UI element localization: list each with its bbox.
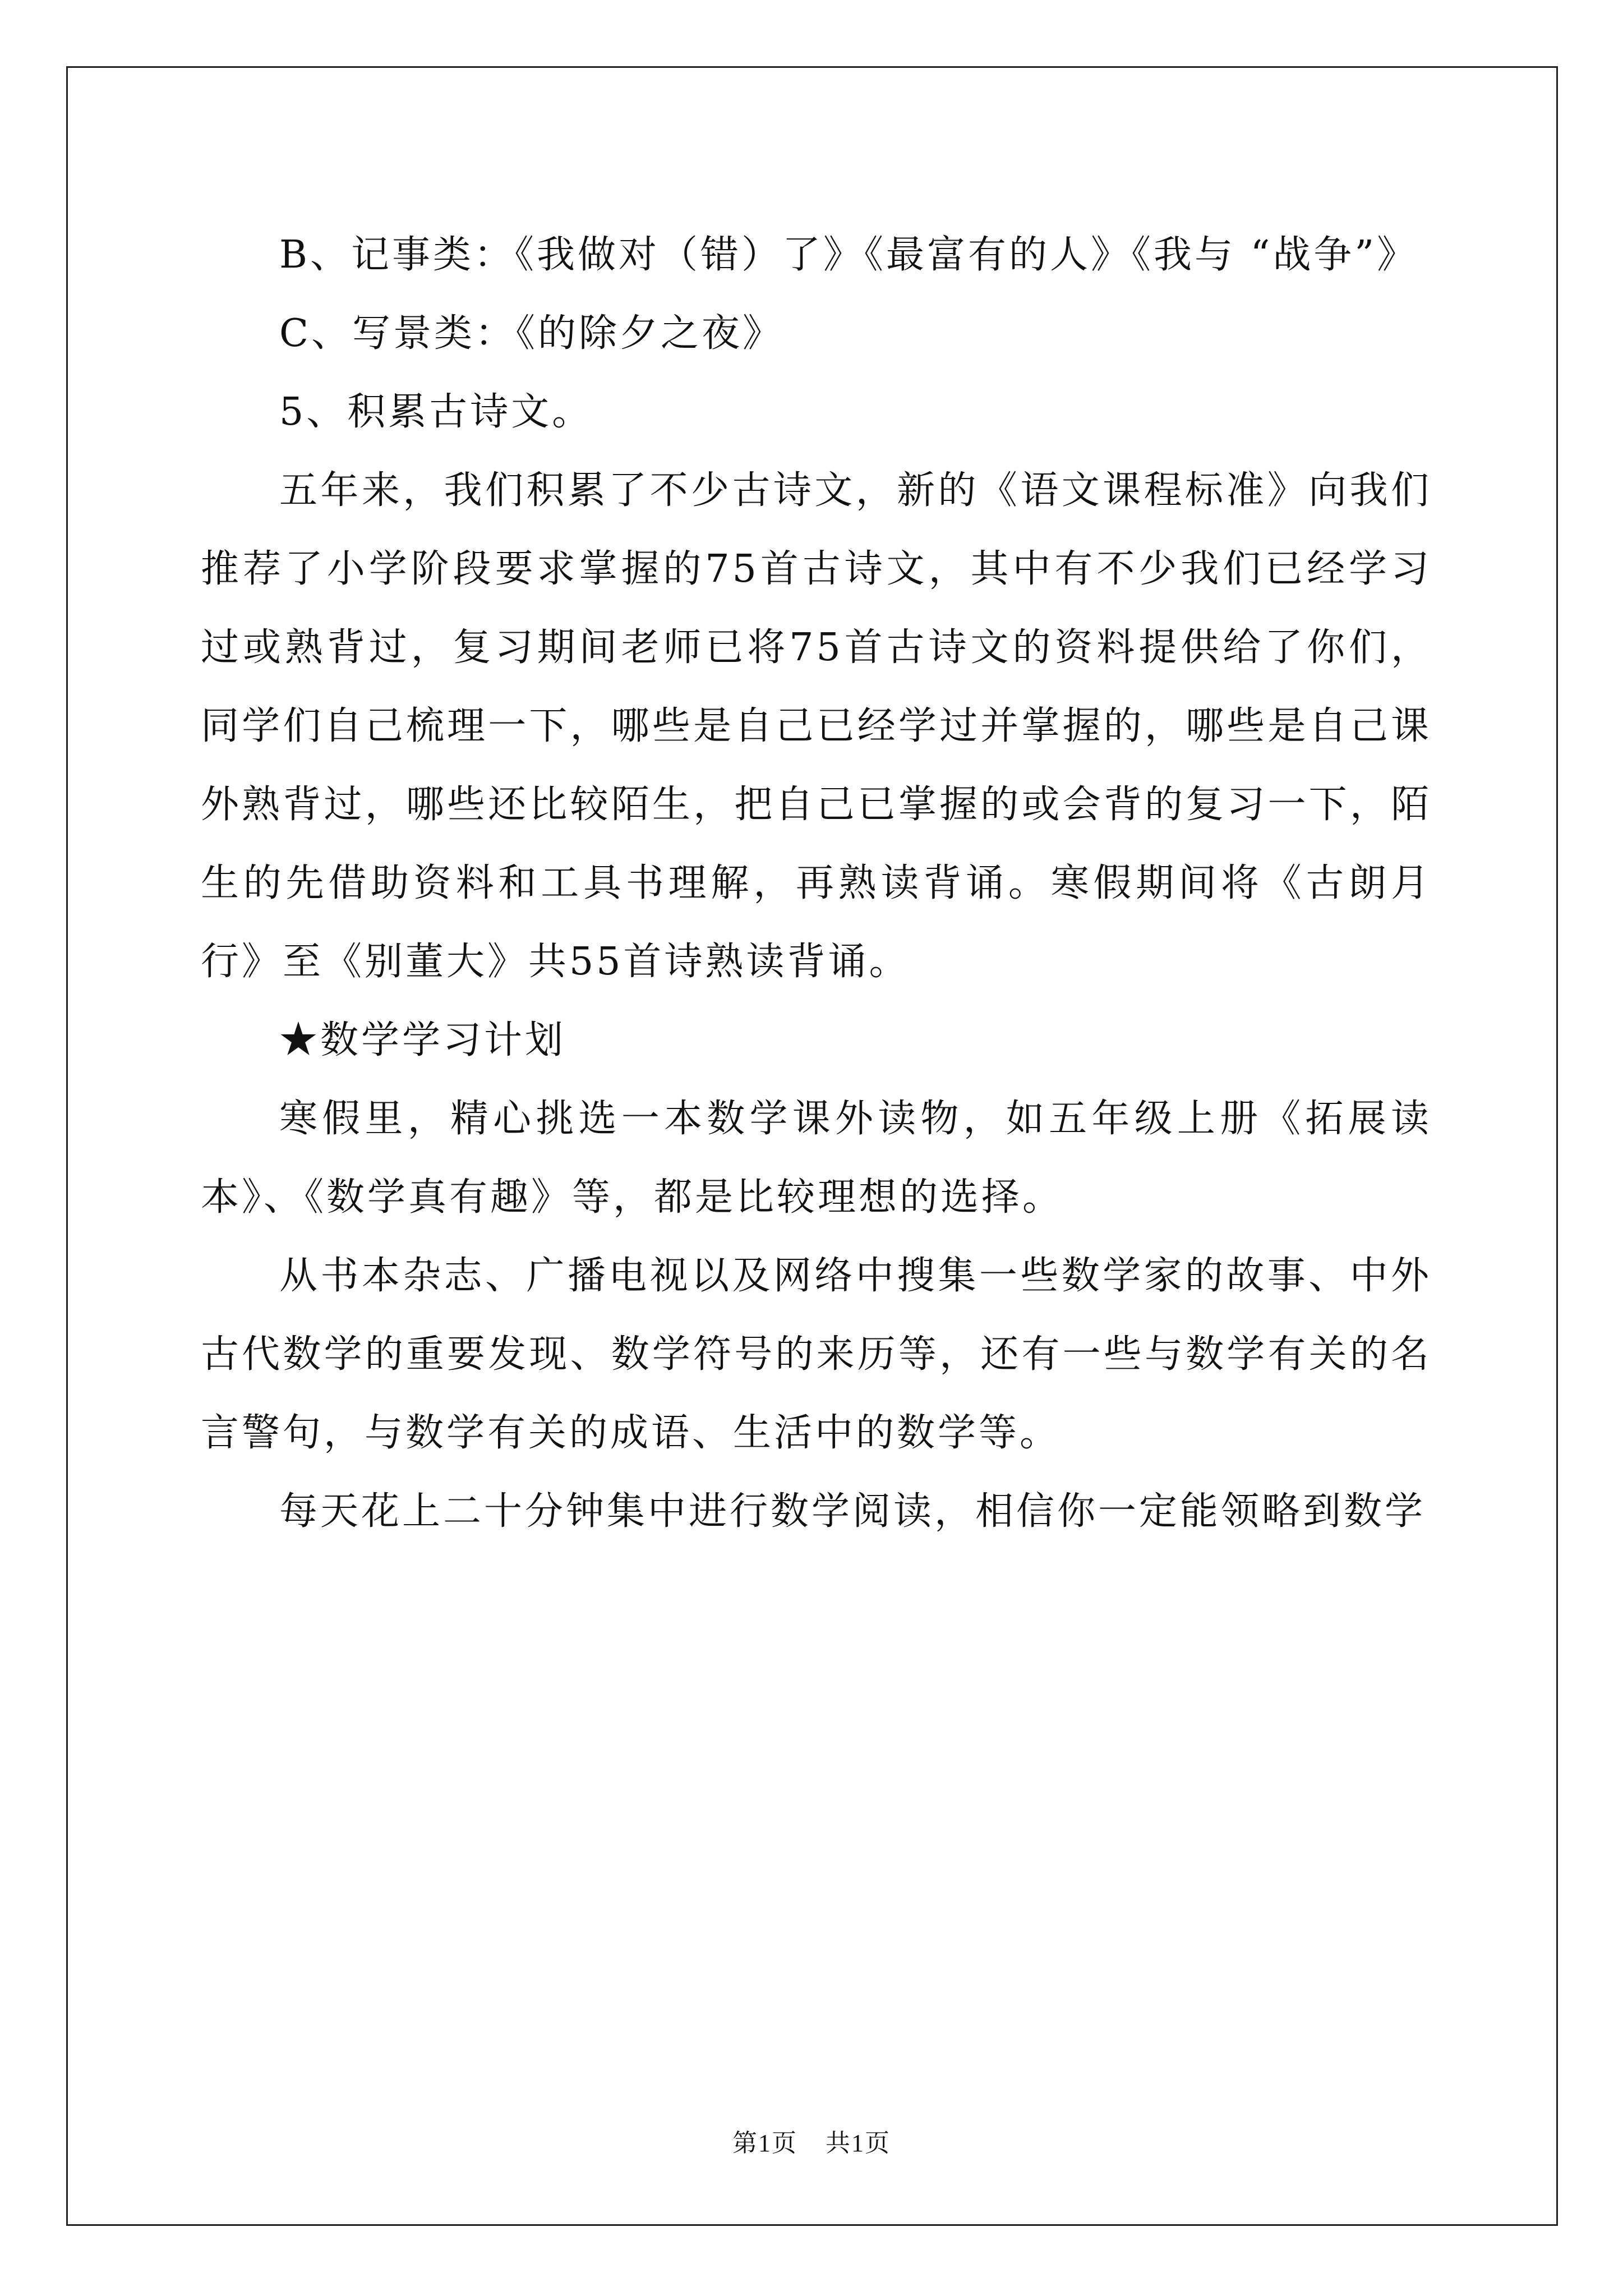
page-footer <box>0 2123 1623 2159</box>
paragraph-record-type: B、记事类：《我做对（错）了》《最富有的人》《我与 “战争”》 <box>279 233 1418 277</box>
paragraph-scenery-type: C、写景类：《的除夕之夜》 <box>279 311 784 356</box>
document-body <box>201 216 1432 1551</box>
paragraph-math-daily: 每天花上二十分钟集中进行数学阅读，相信你一定能领略到数学 <box>279 1489 1426 1534</box>
paragraph-heading-ancient-poems: 5、积累古诗文。 <box>279 390 593 434</box>
page-total: 共1页 <box>826 2129 891 2157</box>
page-number: 第1页 <box>732 2129 797 2157</box>
paragraph-heading-math-plan: ★数学学习计划 <box>279 1018 566 1062</box>
paragraph-math-collect: 从书本杂志、广播电视以及网络中搜集一些数学家的故事、中外古代数学的重要发现、数学符号的来历等，还有一些与数学有关的名言警句，与数学有关的成语、生活中的数学等。 <box>201 1254 1432 1455</box>
paragraph-math-reading: 寒假里，精心挑选一本数学课外读物，如五年级上册《拓展读本》、《数学真有趣》等，都是比较理想的选择。 <box>201 1097 1432 1220</box>
paragraph-ancient-poems: 五年来，我们积累了不少古诗文，新的《语文课程标准》向我们推荐了小学阶段要求掌握的75首古诗文，其中有不少我们已经学习过或熟背过，复习期间老师已将75首古诗文的资料提供给了你们，同学们自己梳理一下，哪些是自己已经学过并掌握的，哪些是自己课外熟背过，哪些还比较陌生，把自己已掌握的或会背的复习一下，陌生的先借助资料和工具书理解，再熟读背诵。寒假期间将《古朗月行》至《别董大》共55首诗熟读背诵。 <box>201 468 1432 984</box>
